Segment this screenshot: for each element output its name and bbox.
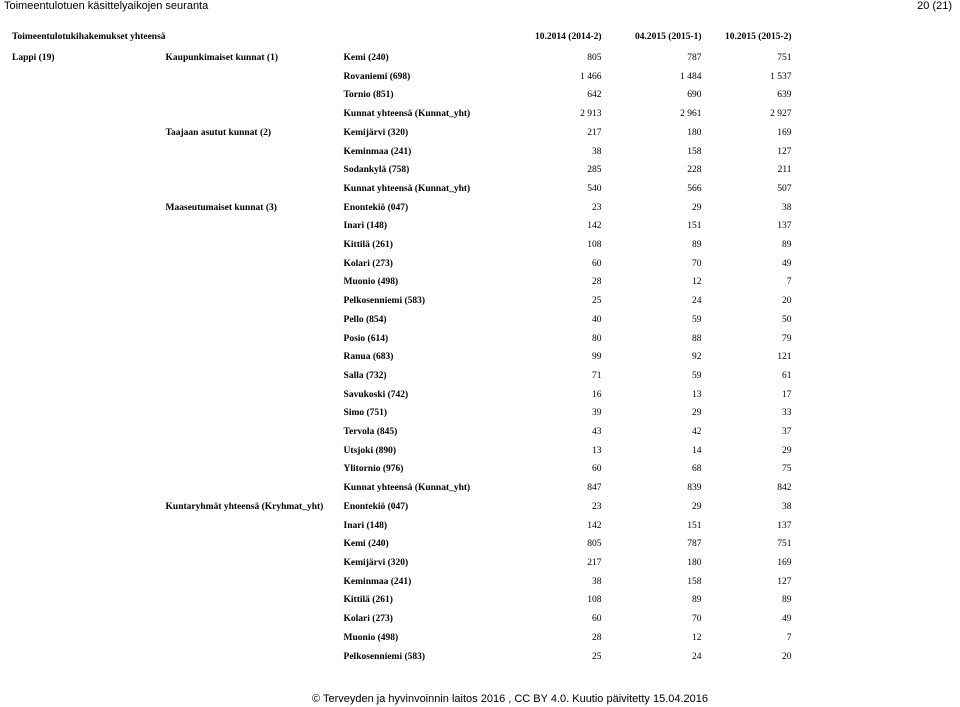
table-row [12,348,792,367]
cell-municipality-group [166,423,344,442]
cell-value-2015-1: 92 [692,352,702,363]
cell-region [12,479,166,498]
cell-value-2015-1: 839 [687,483,702,494]
cell-value-2014-2: 80 [592,333,602,344]
cell-municipality: Ranua (683) [343,352,394,363]
cell-value-2015-2: 49 [782,614,792,625]
cell-municipality-group [166,68,344,87]
cell-value-2015-1: 70 [692,614,702,625]
table-row [12,554,792,573]
table-row [12,442,792,461]
cell-value-2015-1: 59 [692,370,702,381]
cell-municipality-group [166,273,344,292]
cell-region [12,86,166,105]
cell-municipality: Pelkosenniemi (583) [343,296,426,307]
cell-municipality: Simo (751) [343,408,388,419]
table-row [12,143,792,162]
cell-value-2014-2: 43 [592,427,602,438]
table-row [12,236,792,255]
cell-municipality-group [166,367,344,386]
cell-value-2015-2: 169 [777,557,792,568]
cell-value-2015-1: 158 [687,576,702,587]
cell-region [12,330,166,349]
cell-region [12,498,166,517]
table-row [12,610,792,629]
cell-region [12,217,166,236]
cell-region [12,255,166,274]
cell-value-2014-2: 1 466 [580,71,602,82]
cell-region [12,292,166,311]
cell-value-2015-2: 137 [777,221,792,232]
table-row [12,629,792,648]
cell-municipality-group [166,442,344,461]
cell-value-2015-2: 751 [777,539,792,550]
data-table [12,29,792,666]
cell-value-2015-2: 169 [777,127,792,138]
cell-value-2014-2: 142 [587,221,602,232]
cell-municipality-group: Kuntaryhmät yhteensä (Kryhmat_yht) [165,501,324,512]
cell-value-2015-1: 68 [692,464,702,475]
cell-region [12,535,166,554]
cell-value-2015-1: 566 [687,183,702,194]
cell-municipality-group [166,311,344,330]
table-row [12,161,792,180]
cell-region [12,161,166,180]
cell-value-2015-1: 2 961 [680,109,702,120]
cell-value-2014-2: 25 [592,296,602,307]
cell-value-2014-2: 847 [587,483,602,494]
cell-value-2014-2: 108 [587,595,602,606]
cell-region [12,124,166,143]
column-header-period-3: 10.2015 (2015-2) [725,32,792,42]
cell-municipality-group [166,330,344,349]
cell-municipality: Ylitornio (976) [343,464,404,475]
cell-value-2014-2: 16 [592,389,602,400]
cell-value-2015-1: 89 [692,240,702,251]
cell-municipality: Muonio (498) [343,632,399,643]
cell-value-2015-2: 211 [777,165,792,176]
cell-value-2014-2: 99 [592,352,602,363]
cell-value-2015-2: 2 927 [770,109,792,120]
cell-municipality: Inari (148) [343,221,388,232]
table-row [12,311,792,330]
cell-value-2014-2: 805 [587,53,602,63]
cell-value-2014-2: 642 [587,90,602,101]
cell-value-2014-2: 217 [587,557,602,568]
cell-value-2015-2: 49 [782,258,792,269]
cell-region [12,273,166,292]
cell-value-2014-2: 25 [592,651,602,662]
cell-value-2015-1: 29 [692,408,702,419]
table-row [12,124,792,143]
cell-value-2015-2: 61 [782,370,792,381]
cell-municipality-group [166,404,344,423]
cell-value-2014-2: 540 [587,183,602,194]
cell-municipality-group: Kaupunkimaiset kunnat (1) [165,53,278,63]
table-row [12,180,792,199]
cell-municipality-group [166,143,344,162]
cell-municipality-group [166,292,344,311]
cell-value-2014-2: 285 [587,165,602,176]
cell-value-2015-2: 127 [777,576,792,587]
table-row [12,517,792,536]
column-header-blank-2 [344,29,514,45]
table-row [12,199,792,218]
cell-municipality: Muonio (498) [343,277,399,288]
cell-region [12,423,166,442]
cell-value-2015-2: 89 [782,240,792,251]
cell-value-2014-2: 2 913 [580,109,602,120]
cell-value-2015-2: 121 [777,352,792,363]
table-row [12,386,792,405]
cell-value-2015-1: 24 [692,296,702,307]
cell-region [12,648,166,667]
cell-municipality-group [166,535,344,554]
column-header-blank-1 [166,29,344,45]
cell-region [12,68,166,87]
table-row [12,573,792,592]
cell-value-2015-1: 12 [692,632,702,643]
cell-municipality: Utsjoki (890) [343,445,397,456]
cell-region [12,105,166,124]
cell-value-2015-2: 29 [782,445,792,456]
cell-municipality: Kolari (273) [343,258,393,269]
cell-value-2015-1: 690 [687,90,702,101]
cell-municipality-group [166,255,344,274]
table-row [12,273,792,292]
page-number: 20 (21) [917,0,952,12]
cell-value-2015-2: 75 [782,464,792,475]
cell-municipality: Enontekiö (047) [343,202,409,213]
cell-municipality-group [166,386,344,405]
cell-value-2015-1: 59 [692,314,702,325]
cell-value-2015-1: 88 [692,333,702,344]
cell-municipality: Sodankylä (758) [343,165,410,176]
cell-municipality: Salla (732) [343,370,387,381]
cell-municipality: Keminmaa (241) [343,576,412,587]
cell-value-2015-1: 151 [687,520,702,531]
cell-value-2015-1: 14 [692,445,702,456]
cell-value-2015-2: 7 [786,277,792,288]
cell-municipality-group [166,517,344,536]
cell-municipality: Inari (148) [343,520,388,531]
cell-value-2014-2: 23 [592,501,602,512]
cell-municipality: Tornio (851) [343,90,394,101]
cell-region [12,442,166,461]
cell-region [12,573,166,592]
cell-value-2014-2: 40 [592,314,602,325]
cell-value-2015-2: 38 [782,202,792,213]
cell-municipality-group [166,648,344,667]
cell-municipality-group [166,610,344,629]
table-row [12,591,792,610]
cell-value-2014-2: 60 [592,258,602,269]
cell-region [12,143,166,162]
cell-value-2015-2: 751 [777,53,792,63]
cell-municipality-group [166,460,344,479]
cell-municipality: Rovaniemi (698) [343,71,411,82]
cell-region [12,180,166,199]
cell-region [12,591,166,610]
cell-municipality: Keminmaa (241) [343,146,412,157]
cell-value-2015-1: 180 [687,127,702,138]
cell-value-2014-2: 38 [592,146,602,157]
table-row [12,330,792,349]
cell-value-2015-1: 180 [687,557,702,568]
table-row [12,535,792,554]
cell-value-2015-1: 228 [687,165,702,176]
document-title: Toimeentulotuen käsittelyaikojen seuranta [4,0,209,12]
cell-value-2015-2: 507 [777,183,792,194]
column-header-measure: Toimeentulotukihakemukset yhteensä [12,32,166,42]
table-row [12,68,792,87]
cell-municipality: Posio (614) [343,333,389,344]
table-row [12,86,792,105]
cell-region [12,367,166,386]
cell-municipality-group [166,573,344,592]
cell-municipality: Kittilä (261) [343,240,393,251]
cell-municipality: Kolari (273) [343,614,393,625]
cell-value-2014-2: 805 [587,539,602,550]
cell-region [12,517,166,536]
table-row [12,498,792,517]
cell-municipality-group [166,629,344,648]
cell-municipality: Kemijärvi (320) [343,557,409,568]
cell-region [12,610,166,629]
cell-value-2015-2: 89 [782,595,792,606]
table-row [12,105,792,124]
cell-value-2014-2: 142 [587,520,602,531]
table-row [12,292,792,311]
cell-municipality-group [166,591,344,610]
table-row [12,49,792,68]
cell-municipality: Enontekiö (047) [343,501,409,512]
cell-municipality: Kittilä (261) [343,595,393,606]
table-row [12,423,792,442]
cell-value-2015-1: 13 [692,389,702,400]
cell-value-2015-1: 89 [692,595,702,606]
column-header-period-1: 10.2014 (2014-2) [535,32,602,42]
cell-value-2015-2: 639 [777,90,792,101]
cell-region [12,199,166,218]
cell-municipality-group: Taajaan asutut kunnat (2) [165,127,272,138]
cell-value-2015-1: 12 [692,277,702,288]
cell-value-2015-2: 20 [782,651,792,662]
cell-value-2015-1: 787 [687,53,702,63]
cell-value-2014-2: 23 [592,202,602,213]
cell-municipality: Tervola (845) [343,427,398,438]
cell-region [12,404,166,423]
cell-value-2015-2: 38 [782,501,792,512]
cell-value-2014-2: 60 [592,464,602,475]
cell-municipality: Kunnat yhteensä (Kunnat_yht) [343,483,471,494]
cell-municipality: Pello (854) [343,314,387,325]
cell-municipality-group [166,554,344,573]
cell-value-2014-2: 28 [592,277,602,288]
cell-value-2015-2: 20 [782,296,792,307]
cell-municipality-group [166,161,344,180]
cell-region [12,460,166,479]
cell-value-2015-2: 37 [782,427,792,438]
cell-municipality: Kemi (240) [343,539,389,550]
cell-value-2015-1: 29 [692,202,702,213]
cell-municipality: Kemijärvi (320) [343,127,409,138]
page-header [0,0,960,16]
cell-value-2014-2: 71 [592,370,602,381]
cell-value-2014-2: 13 [592,445,602,456]
cell-value-2015-2: 50 [782,314,792,325]
cell-value-2015-2: 127 [777,146,792,157]
cell-value-2014-2: 108 [587,240,602,251]
cell-value-2014-2: 39 [592,408,602,419]
table-row [12,367,792,386]
table-row [12,648,792,667]
table-row [12,479,792,498]
cell-value-2015-1: 29 [692,501,702,512]
cell-value-2015-1: 158 [687,146,702,157]
cell-value-2015-2: 1 537 [770,71,792,82]
cell-value-2015-2: 7 [786,632,792,643]
cell-value-2015-2: 33 [782,408,792,419]
cell-municipality-group [166,348,344,367]
copyright-footer: © Terveyden ja hyvinvoinnin laitos 2016 , CC BY 4.0. Kuutio päivitetty 15.04.2016 [312,693,708,705]
cell-value-2015-2: 137 [777,520,792,531]
cell-region [12,236,166,255]
cell-municipality: Savukoski (742) [343,389,409,400]
cell-region [12,629,166,648]
table-row [12,255,792,274]
cell-region [12,311,166,330]
table-header-row [12,29,792,45]
table-row [12,460,792,479]
cell-municipality: Kunnat yhteensä (Kunnat_yht) [343,109,471,120]
cell-municipality-group [166,105,344,124]
cell-region [12,386,166,405]
cell-municipality-group [166,236,344,255]
column-header-period-2: 04.2015 (2015-1) [635,32,702,42]
cell-value-2015-1: 24 [692,651,702,662]
cell-value-2014-2: 60 [592,614,602,625]
cell-value-2015-2: 79 [782,333,792,344]
cell-region: Lappi (19) [12,53,55,63]
cell-value-2014-2: 38 [592,576,602,587]
cell-value-2015-1: 151 [687,221,702,232]
cell-municipality-group: Maaseutumaiset kunnat (3) [165,202,277,213]
cell-value-2015-1: 42 [692,427,702,438]
cell-value-2015-1: 70 [692,258,702,269]
cell-value-2014-2: 28 [592,632,602,643]
cell-municipality-group [166,180,344,199]
cell-municipality-group [166,479,344,498]
cell-region [12,554,166,573]
cell-value-2015-2: 17 [782,389,792,400]
cell-value-2014-2: 217 [587,127,602,138]
cell-municipality: Kemi (240) [343,53,389,63]
cell-region [12,348,166,367]
cell-value-2015-1: 787 [687,539,702,550]
cell-value-2015-2: 842 [777,483,792,494]
table-row [12,404,792,423]
cell-municipality-group [166,86,344,105]
cell-municipality: Pelkosenniemi (583) [343,651,426,662]
cell-value-2015-1: 1 484 [680,71,702,82]
table-row [12,217,792,236]
cell-municipality-group [166,217,344,236]
cell-municipality: Kunnat yhteensä (Kunnat_yht) [343,183,471,194]
